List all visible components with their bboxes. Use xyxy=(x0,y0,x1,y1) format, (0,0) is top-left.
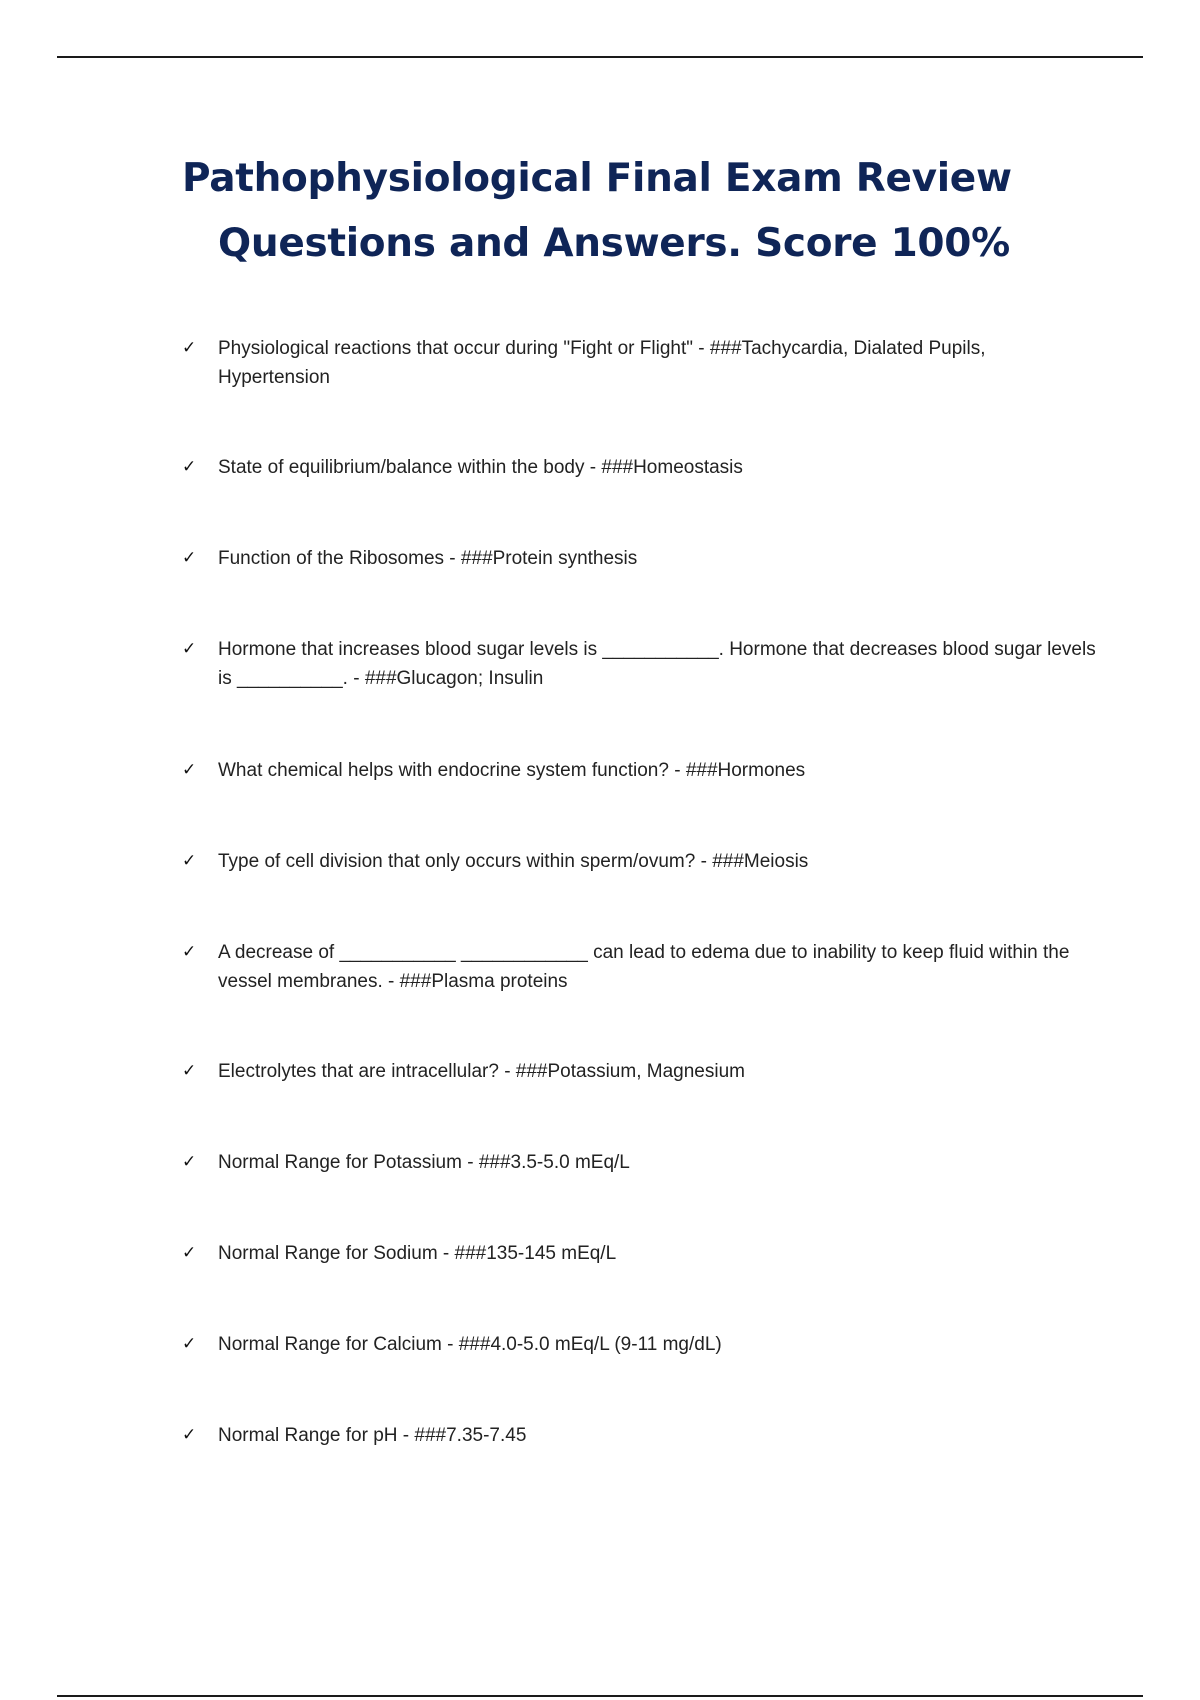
list-item-text: Physiological reactions that occur during "Fight or Flight" - ###Tachycardia, Dialated Pupils, Hypertension xyxy=(218,338,986,388)
list-item xyxy=(182,1239,1102,1268)
list-item-text: What chemical helps with endocrine system function? - ###Hormones xyxy=(218,760,806,781)
list-item xyxy=(182,1148,1102,1177)
list-item xyxy=(182,1330,1102,1359)
title-line-2: Questions and Answers. Score 100% xyxy=(218,221,1010,266)
checkmark-icon: ✓ xyxy=(182,639,197,659)
list-item-text: Normal Range for pH - ###7.35-7.45 xyxy=(218,1425,527,1446)
checkmark-icon: ✓ xyxy=(182,457,197,477)
checkmark-icon: ✓ xyxy=(182,1425,197,1445)
checkmark-icon: ✓ xyxy=(182,1061,197,1081)
bottom-rule xyxy=(57,1695,1143,1697)
list-item xyxy=(182,635,1102,693)
page-title xyxy=(182,146,1062,276)
checkmark-icon: ✓ xyxy=(182,851,197,871)
checkmark-icon: ✓ xyxy=(182,1243,197,1263)
list-item-text: Normal Range for Potassium - ###3.5-5.0 mEq/L xyxy=(218,1152,630,1173)
list-item-text: Normal Range for Sodium - ###135-145 mEq/L xyxy=(218,1243,617,1264)
list-item-text: A decrease of ___________ ____________ can lead to edema due to inability to keep fluid within the vessel membranes. - ###Plasma proteins xyxy=(218,942,1070,992)
list-item xyxy=(182,1421,1102,1450)
checkmark-icon: ✓ xyxy=(182,548,197,568)
list-item-text: Type of cell division that only occurs within sperm/ovum? - ###Meiosis xyxy=(218,851,809,872)
checkmark-icon: ✓ xyxy=(182,760,197,780)
list-item-text: Hormone that increases blood sugar levels is ___________. Hormone that decreases blood sugar levels is __________. - ###Glucagon; Insulin xyxy=(218,639,1096,689)
list-item-text: Electrolytes that are intracellular? - ###Potassium, Magnesium xyxy=(218,1061,745,1082)
title-line-1: Pathophysiological Final Exam Review xyxy=(182,156,1012,201)
top-rule xyxy=(57,56,1143,58)
list-item xyxy=(182,334,1102,392)
list-item-text: Normal Range for Calcium - ###4.0-5.0 mEq/L (9-11 mg/dL) xyxy=(218,1334,722,1355)
list-item xyxy=(182,756,1102,785)
list-item-text: Function of the Ribosomes - ###Protein synthesis xyxy=(218,548,638,569)
checkmark-icon: ✓ xyxy=(182,1334,197,1354)
list-item xyxy=(182,1057,1102,1086)
list-item xyxy=(182,544,1102,573)
checkmark-icon: ✓ xyxy=(182,1152,197,1172)
list-item xyxy=(182,847,1102,876)
list-item xyxy=(182,453,1102,482)
list-item-text: State of equilibrium/balance within the body - ###Homeostasis xyxy=(218,457,743,478)
list-item xyxy=(182,938,1102,996)
checkmark-icon: ✓ xyxy=(182,942,197,962)
checkmark-icon: ✓ xyxy=(182,338,197,358)
